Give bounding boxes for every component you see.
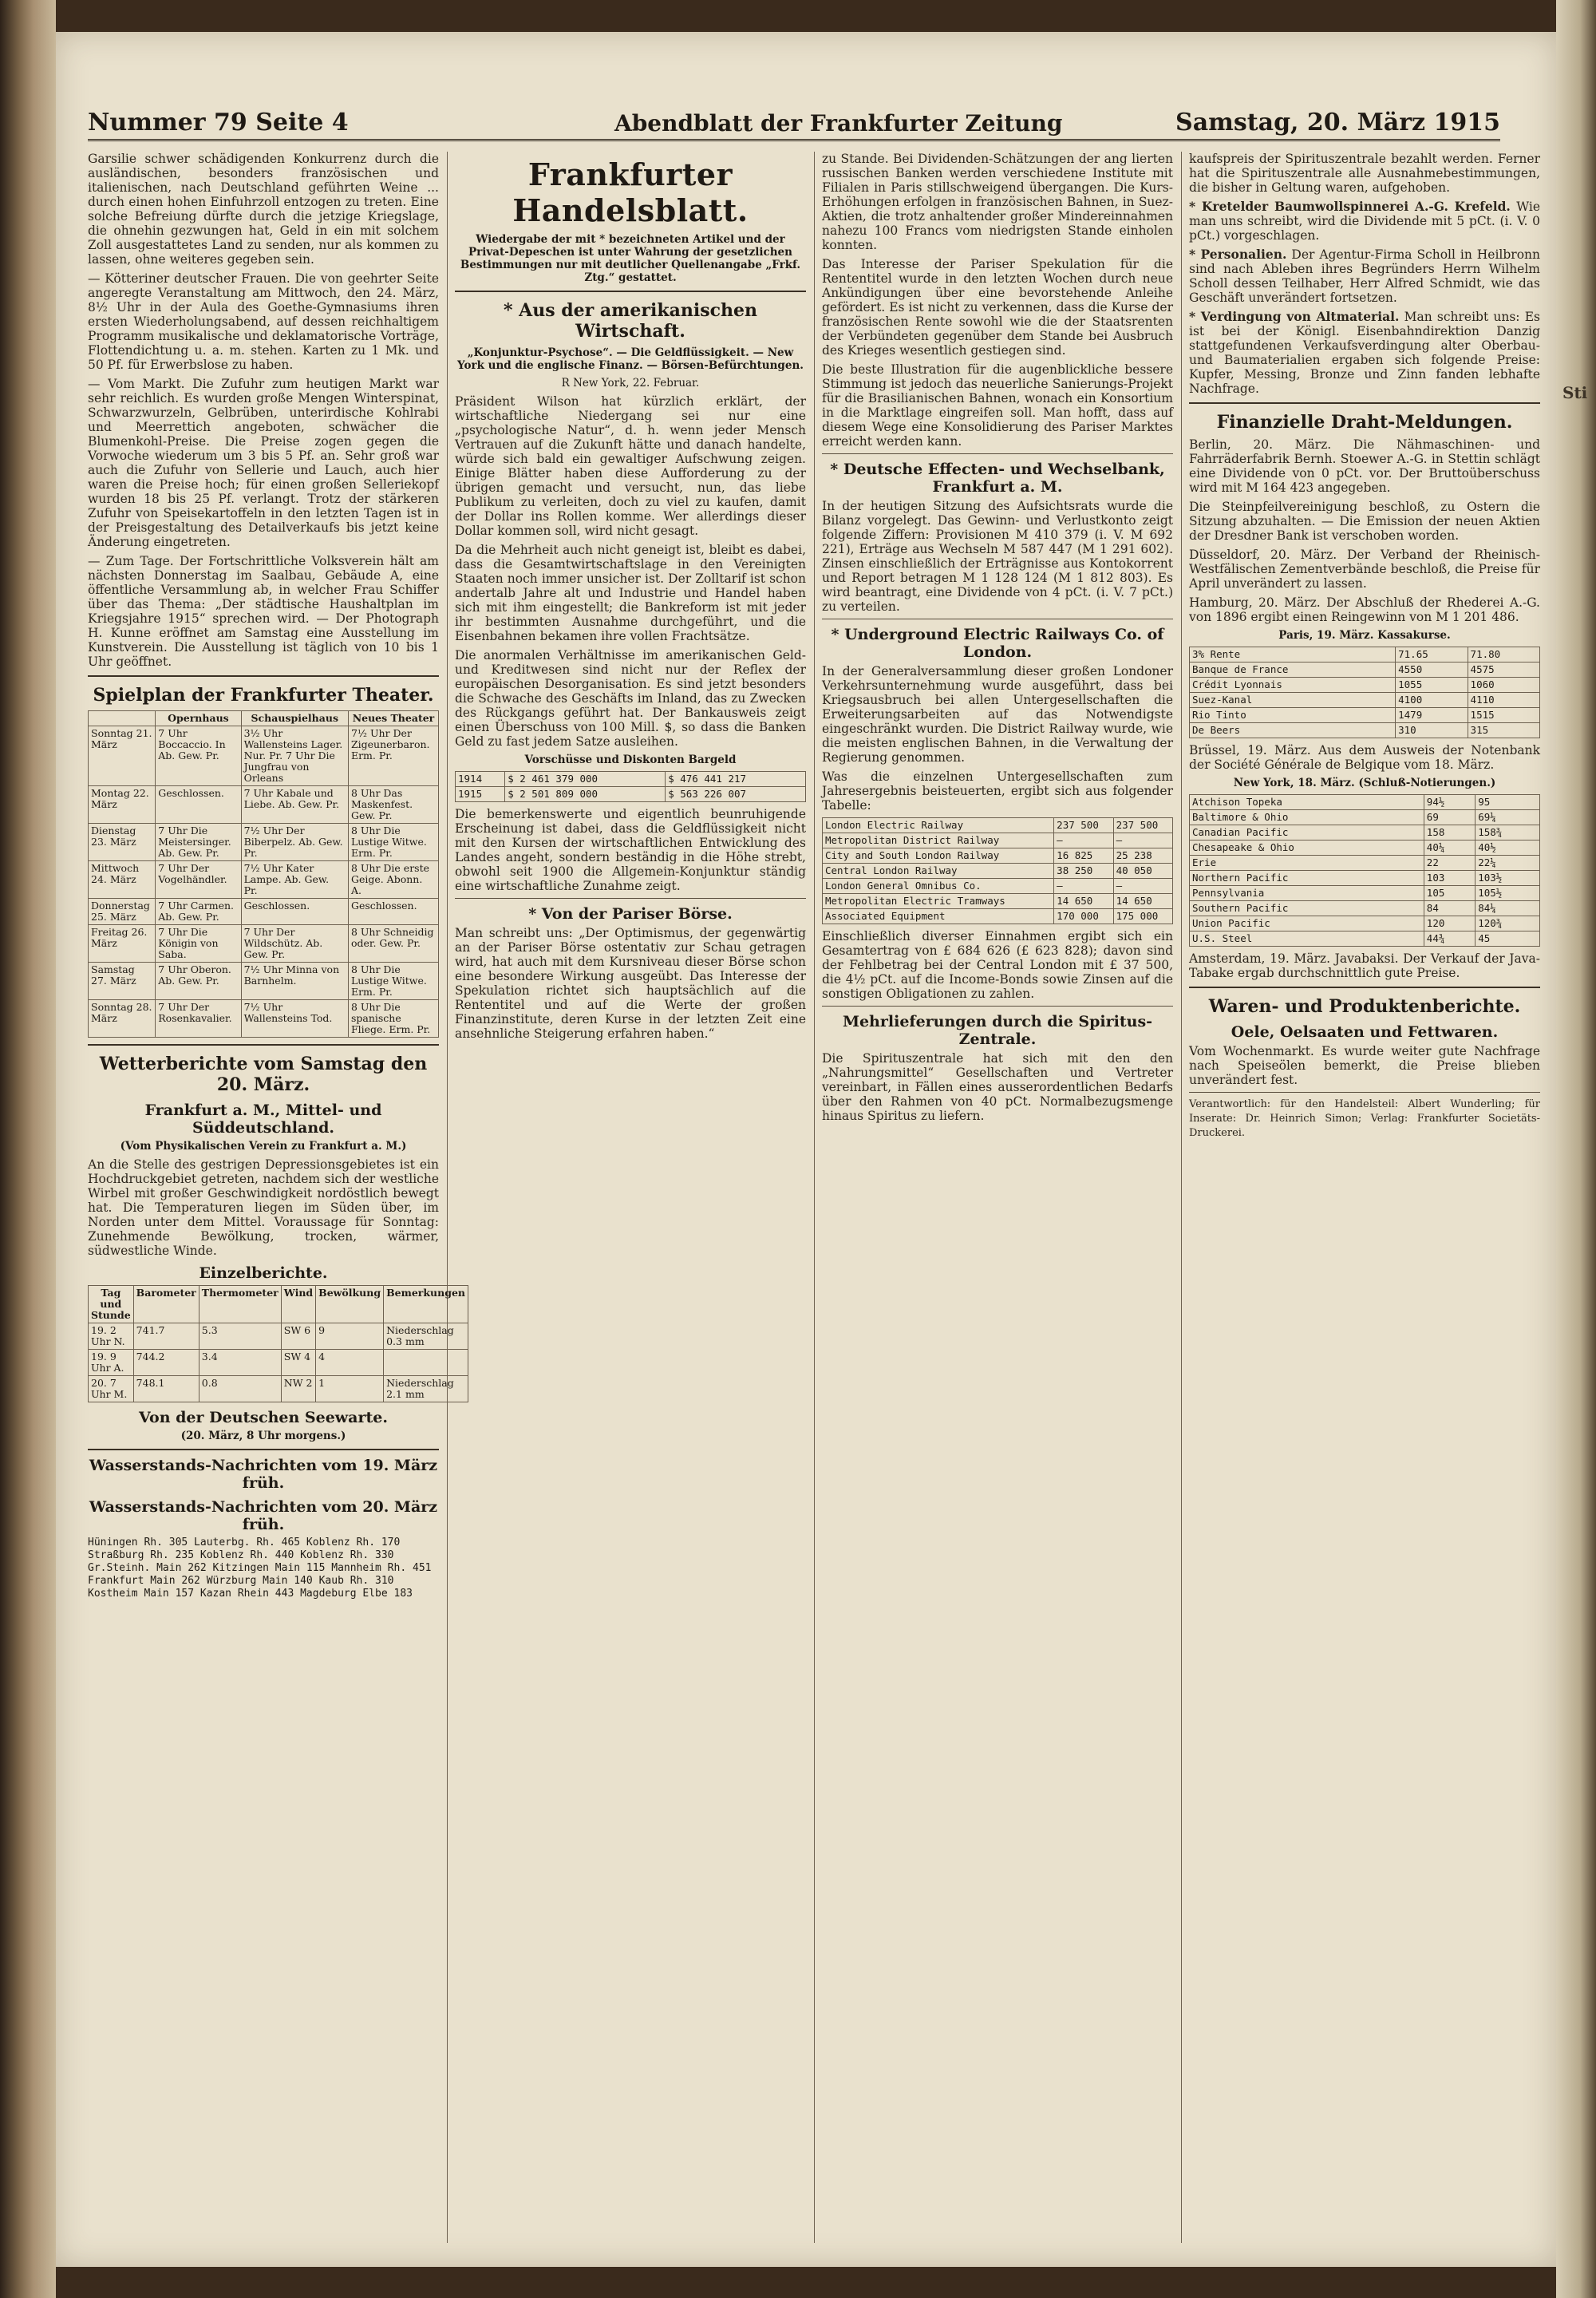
article-paragraph: Amsterdam, 19. März. Javabaksi. Der Verkauf der Java-Tabake ergab durchschnittlich gute Preise.	[1189, 951, 1540, 980]
weather-table	[88, 1285, 468, 1402]
table-header: Opernhaus	[156, 711, 241, 726]
table-cell: Sonntag 28. März	[89, 1000, 156, 1038]
table-cell: 748.1	[133, 1376, 199, 1402]
table-row	[823, 848, 1173, 864]
goods-heading: Waren- und Produktenberichte.	[1208, 996, 1521, 1017]
table-row	[1190, 693, 1540, 708]
table-cell: 7½ Uhr Wallensteins Tod.	[241, 1000, 348, 1038]
table-cell: 8 Uhr Die erste Geige. Abonn. A.	[348, 861, 438, 899]
table-cell: 120¾	[1476, 916, 1540, 931]
table-cell: Central London Railway	[823, 864, 1054, 879]
table-header: Tag und Stunde	[89, 1286, 134, 1323]
article-paragraph: Düsseldorf, 20. März. Der Verband der Rheinisch-Westfälischen Zementverbände beschloß, die Preise für April unverändert zu lassen.	[1189, 548, 1540, 591]
table-cell: 3½ Uhr Wallensteins Lager. Nur. Pr. 7 Uhr Die Jungfrau von Orleans	[241, 726, 348, 786]
paris-heading: Paris, 19. März. Kassakurse.	[1278, 629, 1451, 642]
table-cell: 40 050	[1113, 864, 1172, 879]
table-cell: $ 563 226 007	[666, 787, 806, 802]
table-cell: Southern Pacific	[1190, 901, 1424, 916]
table-header: Bemerkungen	[384, 1286, 468, 1323]
article-paragraph: Präsident Wilson hat kürzlich erklärt, der wirtschaftliche Niedergang sei nur eine „psychologische Natur“, d. h. wenn jeder Mensch Vertrauen auf die Zukunft hätte und danach handelte, würde sich bald ein gewaltiger Aufschwung zeigen. Einige Blätter haben diese Aufforderung zu der übrigen gemacht und versucht, nun, das liebe Publikum zu verleiten, doch zu viel zu kaufen, damit der Dollar ins Rollen komme. Wer allerdings dieser Dollar kommen soll, wird nicht gesagt.	[455, 394, 806, 538]
theater-row	[89, 861, 439, 899]
table-cell: 4550	[1396, 663, 1468, 678]
table-cell: Sonntag 21. März	[89, 726, 156, 786]
table-cell: Rio Tinto	[1190, 708, 1396, 723]
table-cell: Associated Equipment	[823, 909, 1054, 924]
table-cell: 7 Uhr Die Königin von Saba.	[156, 925, 241, 963]
article-paragraph: kaufspreis der Spirituszentrale bezahlt werden. Ferner hat die Spirituszentrale alle Ausnahmebestimmungen, die bisher in Geltung waren, aufgehoben.	[1189, 152, 1540, 195]
column-4	[1189, 152, 1540, 2243]
table-cell: 7 Uhr Carmen. Ab. Gew. Pr.	[156, 899, 241, 925]
table-cell: Crédit Lyonnais	[1190, 678, 1396, 693]
table-row	[1190, 901, 1540, 916]
table-cell: 741.7	[133, 1323, 199, 1350]
water-level-row: Straßburg Rh. 235 Koblenz Rh. 440 Koblenz Rh. 330	[88, 1549, 394, 1561]
table-cell: 4575	[1468, 663, 1539, 678]
article-paragraph: Vom Wochenmarkt. Es wurde weiter gute Nachfrage nach Speiseölen bemerkt, die Preise blieben unverändert fest.	[1189, 1044, 1540, 1087]
table-cell: 744.2	[133, 1350, 199, 1376]
table-cell: NW 2	[281, 1376, 315, 1402]
table-row	[823, 894, 1173, 909]
table-cell: 7 Uhr Die Meistersinger. Ab. Gew. Pr.	[156, 824, 241, 861]
water-heading-2: Wasserstands-Nachrichten vom 20. März früh.	[89, 1498, 438, 1533]
table-cell: 44¾	[1424, 931, 1475, 947]
table-cell: $ 2 461 379 000	[505, 772, 666, 787]
table-cell: U.S. Steel	[1190, 931, 1424, 947]
table-cell: 8 Uhr Die Lustige Witwe. Erm. Pr.	[348, 824, 438, 861]
table-cell: 7 Uhr Oberon. Ab. Gew. Pr.	[156, 963, 241, 1000]
table-cell: 22¼	[1476, 856, 1540, 871]
table-row	[1190, 795, 1540, 810]
table-header: Wind	[281, 1286, 315, 1323]
table-row	[1190, 678, 1540, 693]
article-paragraph: Hamburg, 20. März. Der Abschluß der Rhederei A.-G. von 1896 ergibt einen Reingewinn von M 1 201 486.	[1189, 595, 1540, 624]
dateline: R New York, 22. Februar.	[561, 377, 700, 390]
divider	[1189, 1092, 1540, 1093]
table-cell: 84	[1424, 901, 1475, 916]
divider	[1189, 987, 1540, 988]
table-header: Schauspielhaus	[241, 711, 348, 726]
water-level-row: Kostheim Main 157 Kazan Rhein 443 Magdeburg Elbe 183	[88, 1588, 413, 1600]
water-level-row: Gr.Steinh. Main 262 Kitzingen Main 115 Mannheim Rh. 451	[88, 1562, 432, 1574]
column-rule	[1181, 152, 1182, 2243]
column-rule	[447, 152, 448, 2243]
section-title: Frankfurter Handelsblatt.	[512, 156, 749, 228]
theater-row	[89, 726, 439, 786]
table-cell: 16 825	[1054, 848, 1113, 864]
table-cell: 310	[1396, 723, 1468, 738]
table-cell: 105½	[1476, 886, 1540, 901]
table-cell: 1515	[1468, 708, 1539, 723]
table-cell: 315	[1468, 723, 1539, 738]
article-paragraph: — Zum Tage. Der Fortschrittliche Volksverein hält am nächsten Donnerstag im Saalbau, Gebäude A, eine öffentliche Versammlung ab, in welcher Frau Schiffer über das Thema: „Der städtische Haushaltplan im Kriegsjahre 1915“ sprechen wird. — Der Photograph H. Kunne eröffnet am Samstag eine Ausstellung im Kunstverein. Die Ausstellung ist täglich von 10 bis 1 Uhr geöffnet.	[88, 554, 439, 669]
table-row	[1190, 856, 1540, 871]
article-paragraph: Da die Mehrheit auch nicht geneigt ist, bleibt es dabei, dass die Gesamtwirtschaftslage in den Vereinigten Staaten noch immer unsicher ist. Der Zolltarif ist schon andertalb Jahre alt und Industrie und Handel haben sich mit ihm eingestellt; die Bankreform ist mit jeder ihr bestimmten Ausnahme durchgeführt, und die Eisenbahnen bekamen ihre vollen Frachtsätze.	[455, 543, 806, 643]
theater-row	[89, 963, 439, 1000]
table-cell: 38 250	[1054, 864, 1113, 879]
article-headline: * Von der Pariser Börse.	[528, 905, 733, 923]
divider	[88, 675, 439, 677]
divider	[1189, 402, 1540, 404]
masthead	[88, 104, 1500, 141]
table-cell: 7 Uhr Der Rosenkavalier.	[156, 1000, 241, 1038]
table-cell: Geschlossen.	[156, 786, 241, 824]
water-level-row: Hüningen Rh. 305 Lauterbg. Rh. 465 Koblenz Rh. 170	[88, 1537, 401, 1548]
table-cell: Freitag 26. März	[89, 925, 156, 963]
table-cell: Erie	[1190, 856, 1424, 871]
table-cell: 7 Uhr Kabale und Liebe. Ab. Gew. Pr.	[241, 786, 348, 824]
table-cell: 9	[316, 1323, 384, 1350]
column-1	[88, 152, 466, 2243]
table-cell: 1479	[1396, 708, 1468, 723]
figures-table-title: Vorschüsse und Diskonten Bargeld	[524, 753, 737, 766]
divider	[455, 291, 806, 292]
table-cell: $ 2 501 809 000	[505, 787, 666, 802]
table-row	[1190, 708, 1540, 723]
table-cell: SW 4	[281, 1350, 315, 1376]
table-cell: 120	[1424, 916, 1475, 931]
figures-table	[455, 771, 806, 802]
table-cell: 7 Uhr Der Wildschütz. Ab. Gew. Pr.	[241, 925, 348, 963]
table-cell: Suez-Kanal	[1190, 693, 1396, 708]
divider	[822, 453, 1173, 454]
table-cell: 175 000	[1113, 909, 1172, 924]
article-paragraph: Brüssel, 19. März. Aus dem Ausweis der Notenbank der Société Générale de Belgique vom 18. März.	[1189, 743, 1540, 772]
weather-row	[89, 1350, 468, 1376]
table-cell: 7 Uhr Boccaccio. In Ab. Gew. Pr.	[156, 726, 241, 786]
table-cell: 1060	[1468, 678, 1539, 693]
table-row	[1190, 810, 1540, 825]
table-cell: 95	[1476, 795, 1540, 810]
table-cell: Geschlossen.	[241, 899, 348, 925]
book-binding	[0, 0, 56, 2298]
table-cell: Geschlossen.	[348, 899, 438, 925]
column-2	[455, 152, 806, 2243]
article-headline: * Aus der amerikanischen Wirtschaft.	[503, 300, 757, 342]
article-subheadline: „Konjunktur-Psychose“. — Die Geldflüssigkeit. — New York und die englische Finanz. — Börsen-Befürchtungen.	[457, 346, 804, 372]
table-cell: 22	[1424, 856, 1475, 871]
table-cell: Chesapeake & Ohio	[1190, 840, 1424, 856]
table-cell: Northern Pacific	[1190, 871, 1424, 886]
table-cell: Canadian Pacific	[1190, 825, 1424, 840]
article-headline: * Personalien.	[1189, 247, 1287, 262]
table-cell: 84¼	[1476, 901, 1540, 916]
table-cell: SW 6	[281, 1323, 315, 1350]
table-cell: 14 650	[1113, 894, 1172, 909]
table-cell: London Electric Railway	[823, 818, 1054, 833]
table-cell: 103½	[1476, 871, 1540, 886]
table-cell: —	[1113, 879, 1172, 894]
table-row	[823, 879, 1173, 894]
table-cell: 158¾	[1476, 825, 1540, 840]
table-intro: Was die einzelnen Untergesellschaften zum Jahresergebnis beisteuerten, ergibt sich aus folgender Tabelle:	[822, 769, 1173, 813]
table-cell: 69¼	[1476, 810, 1540, 825]
table-row	[1190, 825, 1540, 840]
divider	[455, 898, 806, 899]
table-row	[1190, 723, 1540, 738]
table-cell: Atchison Topeka	[1190, 795, 1424, 810]
table-row	[1190, 647, 1540, 663]
table-cell: 4100	[1396, 693, 1468, 708]
article-paragraph: Die beste Illustration für die augenblickliche bessere Stimmung ist jedoch das neuerliche Sanierungs-Projekt für die Brasilianischen Bahnen, wonach ein Konsortium in die Marktlage eingreifen soll. Man hofft, dass auf diesem Wege eine Konsolidierung des Pariser Marktes erreicht werden kann.	[822, 362, 1173, 449]
article-paragraph: zu Stande. Bei Dividenden-Schätzungen der ang lierten russischen Banken werden verschiedene Institute mit Filialen in Paris stillschweigend übergangen. Die Kurs-Erhöhungen erfolgen in französischen Bahnen, in Suez-Aktien, die trotz anhaltender großer Mindereinnahmen nahezu 100 Francs vom niedrigsten Stande einholen konnten.	[822, 152, 1173, 252]
column-3	[822, 152, 1173, 2243]
imprint: Verantwortlich: für den Handelsteil: Albert Wunderling; für Inserate: Dr. Heinrich Simon; Verlag: Frankfurter Societäts-Druckerei.	[1189, 1098, 1540, 1139]
table-row	[1190, 840, 1540, 856]
financial-wires-heading: Finanzielle Draht-Meldungen.	[1216, 412, 1513, 433]
article-paragraph: Garsilie schwer schädigenden Konkurrenz durch die ausländischen, besonders französischen und italienischen, nach Deutschland geführten Weine ... durch einen hohen Einfuhrzoll entzogen zu treten. Eine solche Befreiung dürfte durch die jetzige Kriegslage, die ohnehin gezwungen hat, Geld in ein mit solchem Zoll ausgestattetes Land zu senden, nur als kommen zu lassen, ohne weiteres gegeben sein.	[88, 152, 439, 267]
theater-heading: Spielplan der Frankfurter Theater.	[93, 685, 434, 706]
table-header: Barometer	[133, 1286, 199, 1323]
table-cell: 19. 2 Uhr N.	[89, 1323, 134, 1350]
issue-number: Nummer 79 Seite 4	[88, 109, 349, 136]
table-cell: 71.80	[1468, 647, 1539, 663]
table-cell: Samstag 27. März	[89, 963, 156, 1000]
newspaper-page	[56, 32, 1556, 2267]
divider	[88, 1044, 439, 1046]
table-cell: 7½ Uhr Der Zigeunerbaron. Erm. Pr.	[348, 726, 438, 786]
table-cell: Niederschlag 2.1 mm	[384, 1376, 468, 1402]
table-row	[823, 909, 1173, 924]
issue-date: Samstag, 20. März 1915	[1175, 109, 1500, 136]
article-paragraph: In der Generalversammlung dieser großen Londoner Verkehrsunternehmung wurde ausgeführt, dass bei Kriegsausbruch bei allen Untergesellschaften die Erweiterungsarbeiten auf das Notwendigste eingeschränkt wurden. Die District Railway wurde, wie die meisten englischen Bahnen, in die Verwaltung der Regierung genommen.	[822, 664, 1173, 765]
theater-table	[88, 710, 439, 1038]
table-cell: 158	[1424, 825, 1475, 840]
table-header	[89, 711, 156, 726]
table-cell: 69	[1424, 810, 1475, 825]
table-cell: 40½	[1476, 840, 1540, 856]
table-cell: 0.8	[199, 1376, 281, 1402]
weather-row	[89, 1376, 468, 1402]
article-paragraph: Berlin, 20. März. Die Nähmaschinen- und Fahrräderfabrik Bernh. Stoewer A.-G. in Stettin schlägt eine Dividende von 0 pCt. vor. Der Bruttoüberschuss wird mit M 164 423 angegeben.	[1189, 437, 1540, 495]
table-cell: 4	[316, 1350, 384, 1376]
table-cell: London General Omnibus Co.	[823, 879, 1054, 894]
table-cell: 14 650	[1054, 894, 1113, 909]
table-cell: 7½ Uhr Minna von Barnhelm.	[241, 963, 348, 1000]
weather-heading: Wetterberichte vom Samstag den 20. März.	[99, 1054, 428, 1095]
article-headline: * Underground Electric Railways Co. of London.	[831, 626, 1164, 661]
article-paragraph: — Kötteriner deutscher Frauen. Die von geehrter Seite angeregte Veranstaltung am Mittwoch, den 24. März, 8½ Uhr in der Aula des Goethe-Gymnasiums ihren ersten Wiederholungsabend, auf dessen reichhaltigem Programm musikalische und deklamatorische Vorträge, Flottendichtung u. a. m. stehen. Karten zu 1 Mk. und 50 Pf. für Erwerbslose zu haben.	[88, 271, 439, 372]
table-header: Neues Theater	[348, 711, 438, 726]
table-row	[456, 772, 806, 787]
water-levels-list	[88, 1537, 439, 1600]
divider	[88, 1449, 439, 1450]
article-paragraph: Einschließlich diverser Einnahmen ergibt sich ein Gesamtertrag von £ 684 626 (£ 623 828); davon sind der Fehlbetrag bei der Central London mit £ 37 500, die 4½ pCt. auf die Income-Bonds sowie Zinsen auf die sonstigen Obligationen zu zahlen.	[822, 929, 1173, 1001]
reprint-note: Wiedergabe der mit * bezeichneten Artikel und der Privat-Depeschen ist unter Wahrung der gesetzlichen Bestimmungen nur mit deutlicher Quellenangabe „Frkf. Ztg.“ gestattet.	[460, 233, 801, 284]
article-text: Der Agentur-Firma Scholl in Heilbronn sind nach Ableben ihres Begründers Herrn Wilhelm Scholl dessen Teilhaber, Herr Alfred Schmidt, wie das Geschäft unverändert fortsetzen.	[1189, 247, 1540, 305]
table-cell: 1914	[456, 772, 505, 787]
article-headline: * Verdingung von Altmaterial.	[1189, 309, 1400, 324]
weather-text: An die Stelle des gestrigen Depressionsgebietes ist ein Hochdruckgebiet getreten, nachdem sich der westliche Wirbel mit großer Geschwindigkeit nordöstlich bewegt hat. Die Temperaturen liegen im Süden über, im Norden unter dem Mittel. Voraussage für Sonntag: Zunehmende Bewölkung, trocken, wärmer, südwestliche Winde.	[88, 1157, 439, 1258]
weather-row	[89, 1323, 468, 1350]
divider	[822, 1006, 1173, 1007]
table-cell: 7½ Uhr Kater Lampe. Ab. Gew. Pr.	[241, 861, 348, 899]
table-cell: 45	[1476, 931, 1540, 947]
table-cell: 237 500	[1113, 818, 1172, 833]
table-row	[823, 833, 1173, 848]
table-cell: 1	[316, 1376, 384, 1402]
table-row	[1190, 916, 1540, 931]
article-headline: * Kretelder Baumwollspinnerei A.-G. Krefeld.	[1189, 199, 1511, 214]
weather-subheading: Frankfurt a. M., Mittel- und Süddeutschland.	[144, 1102, 382, 1137]
table-row	[1190, 663, 1540, 678]
theater-row	[89, 786, 439, 824]
article-text: Wie man uns schreibt, wird die Dividende mit 5 pCt. (i. V. 0 pCt.) vorgeschlagen.	[1189, 200, 1541, 243]
subsidiaries-table	[822, 817, 1173, 924]
table-cell: 237 500	[1054, 818, 1113, 833]
table-cell: 94½	[1424, 795, 1475, 810]
goods-subheading: Oele, Oelsaaten und Fettwaren.	[1231, 1023, 1499, 1041]
table-cell: Niederschlag 0.3 mm	[384, 1323, 468, 1350]
table-cell: 1915	[456, 787, 505, 802]
table-cell: 7½ Uhr Der Biberpelz. Ab. Gew. Pr.	[241, 824, 348, 861]
table-row	[1190, 886, 1540, 901]
table-cell: Donnerstag 25. März	[89, 899, 156, 925]
table-cell: 19. 9 Uhr A.	[89, 1350, 134, 1376]
table-row	[1190, 931, 1540, 947]
newyork-heading: New York, 18. März. (Schluß-Notierungen.)	[1233, 777, 1496, 789]
paris-table	[1189, 647, 1540, 738]
table-cell: 8 Uhr Das Maskenfest. Gew. Pr.	[348, 786, 438, 824]
table-cell: —	[1054, 833, 1113, 848]
next-page-edge	[1556, 0, 1596, 2298]
next-page-edge-text: Sti	[1562, 383, 1588, 402]
table-header: Bewölkung	[316, 1286, 384, 1323]
table-cell: Union Pacific	[1190, 916, 1424, 931]
table-cell: Montag 22. März	[89, 786, 156, 824]
theater-row	[89, 925, 439, 963]
article-text: Man schreibt uns: Es ist bei der Königl. Eisenbahndirektion Danzig stattgefundenen Verkaufsverdingung alter Oberbau- und Baumaterialien ergaben sich folgende Preise: Kupfer, Messing, Bronze und Zinn fanden lebhafte Nachfrage.	[1189, 310, 1540, 396]
table-cell: Banque de France	[1190, 663, 1396, 678]
table-cell: 8 Uhr Schneidig oder. Gew. Pr.	[348, 925, 438, 963]
table-cell: 8 Uhr Die Lustige Witwe. Erm. Pr.	[348, 963, 438, 1000]
article-paragraph: Die bemerkenswerte und eigentlich beunruhigende Erscheinung ist dabei, dass die Geldflüssigkeit nicht mit den Kursen der wirtschaftlichen Entwicklung des Landes angeht, sondern beständig in die Höhe strebt, obwohl seit 1900 die Allgemein-Konjunktur ständig eine wirtschaftliche Zunahme zeigt.	[455, 807, 806, 893]
table-header: Thermometer	[199, 1286, 281, 1323]
table-cell: Metropolitan Electric Tramways	[823, 894, 1054, 909]
column-rule	[814, 152, 815, 2243]
table-cell: 103	[1424, 871, 1475, 886]
table-cell: Metropolitan District Railway	[823, 833, 1054, 848]
water-heading: Wasserstands-Nachrichten vom 19. März früh.	[89, 1457, 438, 1492]
table-cell: Baltimore & Ohio	[1190, 810, 1424, 825]
table-cell: Mittwoch 24. März	[89, 861, 156, 899]
table-cell: $ 476 441 217	[666, 772, 806, 787]
article-paragraph: Man schreibt uns: „Der Optimismus, der gegenwärtig an der Pariser Börse ostentativ zur Schau getragen wird, hat auch mit dem Kursniveau dieser Börse schon eine besondere Wirkung ausgeübt. Das Interesse der Spekulation richtet sich hauptsächlich auf die Rententitel und auf die Werte der großen Finanzinstitute, deren Kurse in der letzten Zeit eine ansehnliche Steigerung erfahren haben.“	[455, 926, 806, 1041]
newspaper-title: Abendblatt der Frankfurter Zeitung	[614, 110, 1063, 136]
table-row	[823, 864, 1173, 879]
table-cell: 71.65	[1396, 647, 1468, 663]
article-paragraph: Die anormalen Verhältnisse im amerikanischen Geld- und Kreditwesen sind nicht nur der Reflex der europäischen Desorganisation. Es sind jetzt besonders die Schwache des Geschäfts im Inland, das zu Zwecken des Rückgangs geführt hat. Der Bankausweis zeigt einen Überschuss von 100 Mill. $, so dass die Banken Geld zu fast jedem Satze ausleihen.	[455, 648, 806, 749]
article-paragraph: Die Steinpfeilvereinigung beschloß, zu Ostern die Sitzung abzuhalten. — Die Emission der neuen Aktien der Dresdner Bank ist verschoben worden.	[1189, 500, 1540, 543]
table-cell: 40¼	[1424, 840, 1475, 856]
article-paragraph: In der heutigen Sitzung des Aufsichtsrats wurde die Bilanz vorgelegt. Das Gewinn- und Verlustkonto zeigt folgende Ziffern: Provisionen M 410 379 (i. V. M 692 221), Erträge aus Wechseln M 587 447 (M 1 291 602). Zinsen einschließlich der Erträgnisse aus Kontokorrent und Report betragen M 1 128 124 (M 1 812 803). Es wird beantragt, eine Dividende von 4 pCt. (i. V. 7 pCt.) zu verteilen.	[822, 499, 1173, 614]
table-row	[1190, 871, 1540, 886]
table-cell: Pennsylvania	[1190, 886, 1424, 901]
weather-note: (Vom Physikalischen Verein zu Frankfurt a. M.)	[120, 1140, 407, 1153]
table-cell: 3% Rente	[1190, 647, 1396, 663]
newyork-table	[1189, 794, 1540, 947]
table-cell: 5.3	[199, 1323, 281, 1350]
table-row	[823, 818, 1173, 833]
article-headline: * Deutsche Effecten- und Wechselbank, Frankfurt a. M.	[830, 461, 1165, 496]
table-cell: Dienstag 23. März	[89, 824, 156, 861]
article-headline: Mehrlieferungen durch die Spiritus-Zentrale.	[842, 1013, 1153, 1048]
table-cell: 3.4	[199, 1350, 281, 1376]
table-cell: 8 Uhr Die spanische Fliege. Erm. Pr.	[348, 1000, 438, 1038]
article-paragraph: Das Interesse der Pariser Spekulation für die Rententitel wurde in den letzten Wochen durch neue Ankündigungen über eine bevorstehende Anleihe gefördert. Es ist nicht zu verkennen, dass die Kurse der französischen Rente sowohl wie die der Staatsrenten der Verbündeten gegenüber dem Stande bei Ausbruch des Krieges wesentlich gestiegen sind.	[822, 257, 1173, 358]
theater-row	[89, 824, 439, 861]
theater-row	[89, 899, 439, 925]
table-cell: De Beers	[1190, 723, 1396, 738]
theater-row	[89, 1000, 439, 1038]
single-reports-heading: Einzelberichte.	[199, 1264, 328, 1282]
table-cell: —	[1054, 879, 1113, 894]
table-cell: 25 238	[1113, 848, 1172, 864]
article-paragraph: — Vom Markt. Die Zufuhr zum heutigen Markt war sehr reichlich. Es wurden große Mengen Winterspinat, Schwarzwurzeln, Gelbrüben, unterirdische Kohlrabi und Meerrettich angeboten, schwächer die Blumenkohl-Preise. Die Preise zogen gegen die Vorwoche wiederum um 3 bis 5 Pf. an. Sehr groß war auch die Zufuhr von Sellerie und Lauch, auch hier waren die Preise hoch; für einen großen Selleriekopf wurden 18 bis 25 Pf. verlangt. Trotz der stärkeren Zufuhr von Speisekartoffeln in den letzten Tagen ist in der Preisgestaltung des Detailverkaufs bis jetzt keine Änderung eingetreten.	[88, 377, 439, 549]
table-cell: 1055	[1396, 678, 1468, 693]
table-cell: 4110	[1468, 693, 1539, 708]
table-cell: 7 Uhr Der Vogelhändler.	[156, 861, 241, 899]
article-paragraph: Die Spirituszentrale hat sich mit den den „Nahrungsmittel“ Gesellschaften und Vertreter vereinbart, in Fällen eines ausserordentlichen Bedarfs über den Rahmen von 40 pCt. Normalbezugsmenge hinaus Spiritus zu liefern.	[822, 1051, 1173, 1123]
table-cell: 20. 7 Uhr M.	[89, 1376, 134, 1402]
seewarte-heading: Von der Deutschen Seewarte.	[139, 1409, 388, 1426]
table-cell: —	[1113, 833, 1172, 848]
water-level-row: Frankfurt Main 262 Würzburg Main 140 Kaub Rh. 310	[88, 1575, 394, 1587]
table-cell: 105	[1424, 886, 1475, 901]
seewarte-subheading: (20. März, 8 Uhr morgens.)	[180, 1430, 346, 1442]
table-cell: 170 000	[1054, 909, 1113, 924]
table-row	[456, 787, 806, 802]
table-cell: City and South London Railway	[823, 848, 1054, 864]
